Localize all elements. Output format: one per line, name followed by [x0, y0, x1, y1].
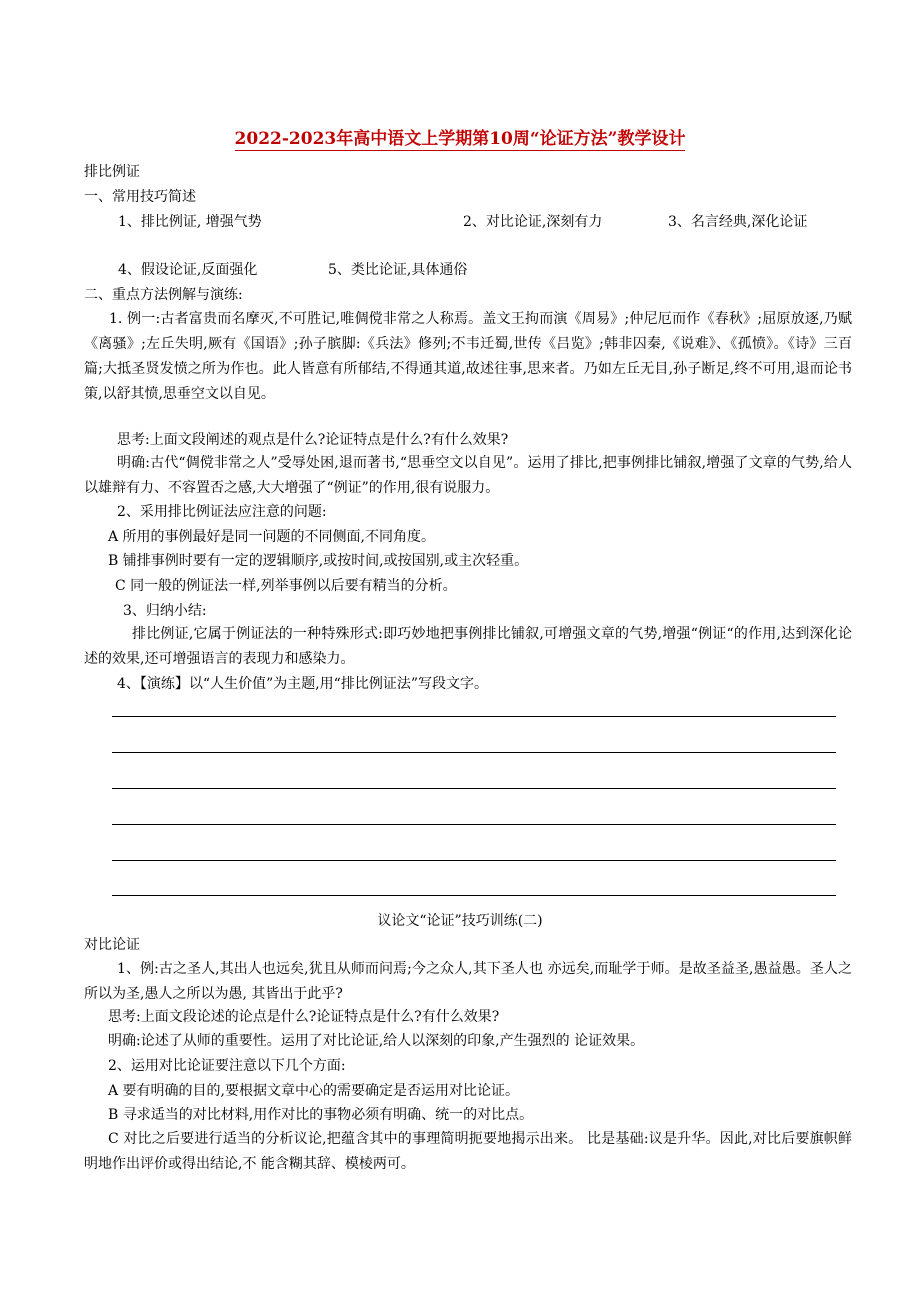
note-item: B 寻求适当的对比材料,用作对比的事物必须有明确、统一的对比点。	[108, 1107, 534, 1123]
technique-item: 4、假设论证,反面强化	[118, 262, 258, 278]
section-subtitle: 议论文“论证”技巧训练(二)	[377, 913, 543, 929]
answer-line[interactable]	[112, 788, 836, 789]
section-heading: 对比论证	[84, 937, 140, 953]
answer-paragraph: 明确:论述了从师的重要性。运用了对比论证,给人以深刻的印象,产生强烈的 论证效果。	[108, 1033, 645, 1049]
document-title: 2022-2023年高中语文上学期第10周“论证方法”教学设计	[234, 129, 686, 149]
example-paragraph: 1、例:古之圣人,其出人也远矣,犹且从师而问焉;今之众人,其下圣人也 亦远矣,而耻学于师。是故圣益圣,愚益愚。圣人之所以为圣,愚人之所以为愚, 其皆出于此乎?	[84, 961, 852, 1002]
think-question: 思考:上面文段阐述的观点是什么?论证特点是什么?有什么效果?	[117, 432, 509, 448]
example-paragraph: 1. 例一:古者富贵而名摩灭,不可胜记,唯倜傥非常之人称焉。盖文王拘而演《周易》;仲尼厄而作《春秋》;屈原放逐,乃赋《离骚》;左丘失明,厥有《国语》;孙子膑脚:《兵法》修列;不韦迁蜀,世传《吕览》;韩非囚秦,《说难》、《孤愤》。《诗》三百篇;大抵圣贤发愤之所为作也。此人皆意有所郁结,不得通其道,故述往事,思来者。乃如左丘无目,孙子断足,终不可用,退而论书策,以舒其愤,思垂空文以自见。	[84, 311, 852, 402]
part-two-heading: 二、重点方法例解与演练:	[84, 287, 243, 303]
technique-item: 1、排比例证, 增强气势	[118, 214, 262, 230]
technique-item: 2、对比论证,深刻有力	[463, 214, 603, 230]
answer-line[interactable]	[112, 895, 836, 896]
exercise-prompt: 4、【演练】以“人生价值”为主题,用“排比例证法”写段文字。	[117, 676, 488, 692]
note-heading: 2、运用对比论证要注意以下几个方面:	[108, 1058, 346, 1074]
answer-line[interactable]	[112, 716, 836, 717]
note-item: A 所用的事例最好是同一问题的不同侧面,不同角度。	[108, 529, 436, 545]
note-item: B 铺排事例时要有一定的逻辑顺序,或按时间,或按国别,或主次轻重。	[108, 553, 529, 569]
answer-line[interactable]	[112, 824, 836, 825]
answer-line[interactable]	[112, 752, 836, 753]
summary-paragraph: 排比例证,它属于例证法的一种特殊形式:即巧妙地把事例排比铺叙,可增强文章的气势,增强“例证“的作用,达到深化论述的效果,还可增强语言的表现力和感染力。	[84, 626, 852, 667]
note-heading: 2、采用排比例证法应注意的问题:	[117, 504, 327, 520]
answer-paragraph: 明确:古代“倜傥非常之人”受辱处困,退而著书,“思垂空文以自见”。运用了排比,把事例排比铺叙,增强了文章的气势,给人以雄辩有力、不容置否之感,大大增强了“例证”的作用,很有说服力。	[84, 455, 852, 496]
summary-heading: 3、归纳小结:	[123, 603, 207, 619]
think-question: 思考:上面文段论述的论点是什么?论证特点是什么?有什么效果?	[108, 1009, 500, 1025]
note-item: A 要有明确的目的,要根据文章中心的需要确定是否运用对比论证。	[108, 1083, 520, 1099]
answer-line[interactable]	[112, 860, 836, 861]
part-one-heading: 一、常用技巧简述	[84, 189, 196, 205]
note-item: C 对比之后要进行适当的分析议论,把蕴含其中的事理简明扼要地揭示出来。 比是基础:议是升华。因此,对比后要旗帜鲜明地作出评价或得出结论,不 能含糊其辞、模棱两可。	[84, 1131, 852, 1172]
note-item: C 同一般的例证法一样,列举事例以后要有精当的分析。	[115, 578, 457, 594]
section-heading: 排比例证	[84, 164, 140, 180]
technique-item: 3、名言经典,深化论证	[668, 214, 808, 230]
technique-item: 5、类比论证,具体通俗	[328, 262, 468, 278]
